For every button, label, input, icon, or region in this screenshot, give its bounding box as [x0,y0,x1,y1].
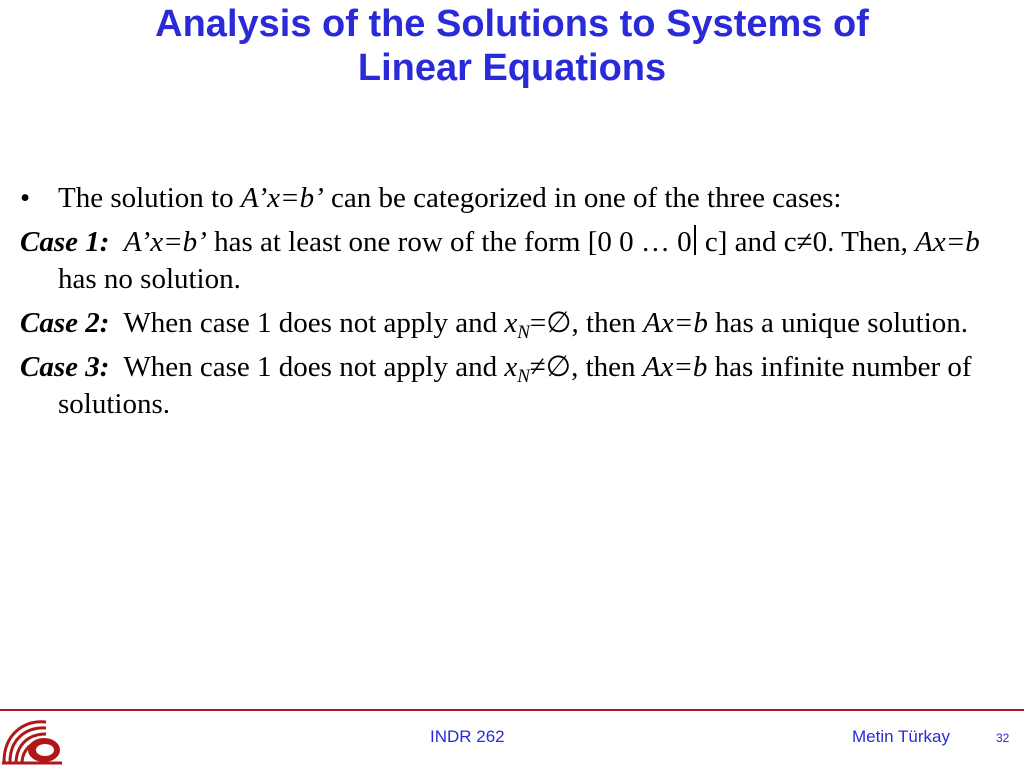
case-2-text-c: has a unique solution. [707,307,969,339]
footer-divider [0,709,1024,711]
university-logo-icon [0,714,64,766]
case-2-subscript: N [517,322,530,343]
case-1 [20,224,1000,298]
case-2-text-b: =∅, then [529,307,644,339]
slide-title-line-2: Linear Equations [357,47,667,89]
footer-author: Metin Türkay [852,727,950,746]
case-2-expression: Ax=b [643,307,708,339]
case-1-expression: A’x=b’ [123,226,207,258]
case-2-variable: x [504,307,518,339]
slide-body [20,180,1000,430]
case-3 [20,349,1000,423]
intro-bullet [20,180,1000,217]
augmented-bar [694,225,696,255]
intro-text-b: can be categorized in one of the three cases: [323,182,842,214]
case-3-text-b: ≠∅, then [529,351,643,383]
case-1-text-c: has no solution. [58,263,241,295]
case-3-expression: Ax=b [642,351,708,383]
intro-expression: A’x=b’ [240,182,324,214]
case-3-text-c: has infinite number of solutions. [58,351,972,420]
case-3-variable: x [504,351,518,383]
intro-text-a: The solution to [58,182,241,214]
case-1-label: Case 1: [20,226,110,258]
slide-title-line-1: Analysis of the Solutions to Systems of [155,3,869,45]
footer-course: INDR 262 [430,727,505,746]
case-2 [20,305,1000,342]
case-3-text-a: When case 1 does not apply and [123,351,505,383]
case-2-text-a: When case 1 does not apply and [123,307,505,339]
bullet-marker: • [20,182,31,214]
case-3-label: Case 3: [20,351,110,383]
case-1-expression-2: Ax=b [915,226,980,258]
case-1-text-b: c] and c≠0. Then, [697,226,916,258]
page-number: 32 [996,731,1010,745]
slide-title [0,2,1024,90]
case-3-subscript: N [517,366,530,387]
case-2-label: Case 2: [20,307,110,339]
case-1-text-a: has at least one row of the form [0 0 … 0 [206,226,692,258]
